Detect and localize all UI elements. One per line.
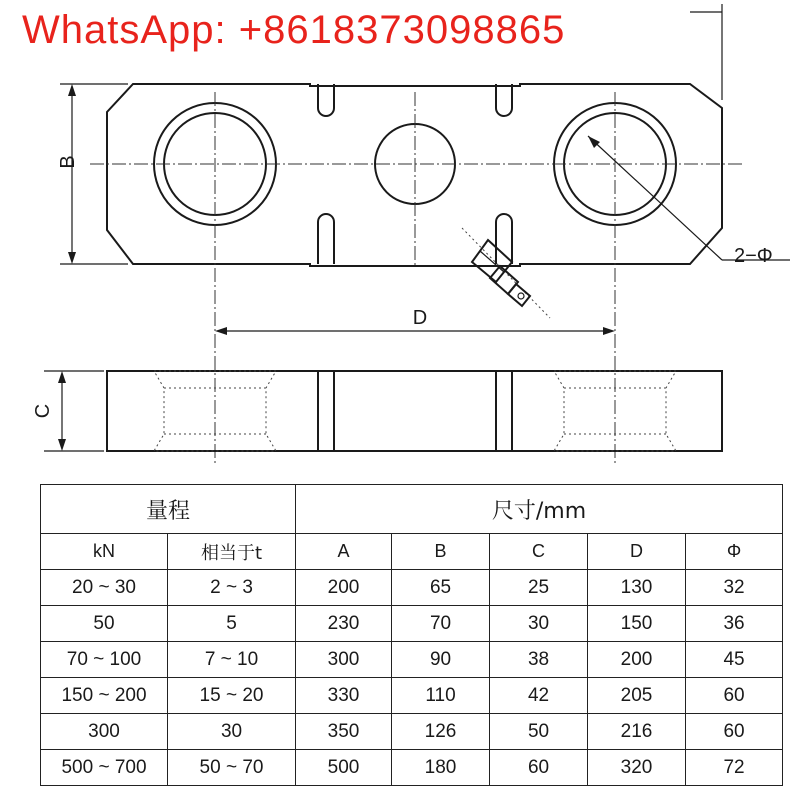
table-cell: 500 ~ 700: [41, 750, 168, 786]
table-cell: 15 ~ 20: [168, 678, 296, 714]
table-cell: 130: [588, 570, 686, 606]
d-arrow-right: [603, 327, 615, 335]
table-cell: 150 ~ 200: [41, 678, 168, 714]
table-column-header-row: [41, 534, 783, 570]
table-cell: 70: [392, 606, 490, 642]
column-header: D: [588, 534, 686, 570]
table-cell: 200: [588, 642, 686, 678]
table-cell: 205: [588, 678, 686, 714]
table-cell: 126: [392, 714, 490, 750]
table-cell: 65: [392, 570, 490, 606]
table-cell: 50 ~ 70: [168, 750, 296, 786]
table-cell: 5: [168, 606, 296, 642]
table-cell: 230: [296, 606, 392, 642]
table-cell: 30: [490, 606, 588, 642]
size-group-header: 尺寸/mm: [296, 485, 783, 534]
column-header: A: [296, 534, 392, 570]
table-row: [41, 606, 783, 642]
table-cell: 2 ~ 3: [168, 570, 296, 606]
table-cell: 200: [296, 570, 392, 606]
table-cell: 330: [296, 678, 392, 714]
table-cell: 350: [296, 714, 392, 750]
table-cell: 25: [490, 570, 588, 606]
c-arrow-top: [58, 371, 66, 383]
d-label: D: [412, 307, 428, 329]
table-cell: 72: [686, 750, 783, 786]
whatsapp-watermark: WhatsApp: +8618373098865: [22, 8, 566, 52]
table-cell: 45: [686, 642, 783, 678]
b-arrow-top: [68, 84, 76, 96]
column-header: Φ: [686, 534, 783, 570]
table-cell: 38: [490, 642, 588, 678]
table-cell: 7 ~ 10: [168, 642, 296, 678]
table-cell: 50: [41, 606, 168, 642]
d-arrow-left: [215, 327, 227, 335]
table-cell: 60: [686, 714, 783, 750]
side-view-outline: [107, 371, 722, 451]
cable-connector: [462, 228, 550, 318]
column-header: C: [490, 534, 588, 570]
table-cell: 30: [168, 714, 296, 750]
b-arrow-bottom: [68, 252, 76, 264]
phi-leader-line: [588, 136, 722, 260]
table-group-header-row: [41, 485, 783, 534]
table-cell: 42: [490, 678, 588, 714]
table-cell: 60: [490, 750, 588, 786]
table-cell: 110: [392, 678, 490, 714]
table-cell: 90: [392, 642, 490, 678]
table-cell: 20 ~ 30: [41, 570, 168, 606]
b-label: B: [57, 155, 79, 169]
range-group-header: 量程: [41, 485, 296, 534]
table-cell: 32: [686, 570, 783, 606]
table-cell: 50: [490, 714, 588, 750]
table-row: [41, 570, 783, 606]
c-arrow-bottom: [58, 439, 66, 451]
table-cell: 60: [686, 678, 783, 714]
dimension-table: [40, 484, 783, 786]
table-row: [41, 678, 783, 714]
table-cell: 70 ~ 100: [41, 642, 168, 678]
table-cell: 500: [296, 750, 392, 786]
phi-label: 2−Φ: [734, 245, 773, 267]
table-row: [41, 750, 783, 786]
slot-top-left: [318, 84, 334, 116]
table-cell: 150: [588, 606, 686, 642]
column-header: kN: [41, 534, 168, 570]
table-cell: 180: [392, 750, 490, 786]
table-row: [41, 714, 783, 750]
slot-bottom-right: [496, 214, 512, 264]
table-cell: 216: [588, 714, 686, 750]
slot-bottom-left: [318, 214, 334, 264]
c-label: C: [32, 403, 54, 419]
column-header: 相当于t: [168, 534, 296, 570]
table-row: [41, 642, 783, 678]
column-header: B: [392, 534, 490, 570]
table-cell: 36: [686, 606, 783, 642]
table-cell: 320: [588, 750, 686, 786]
table-cell: 300: [41, 714, 168, 750]
slot-top-right: [496, 84, 512, 116]
table-cell: 300: [296, 642, 392, 678]
